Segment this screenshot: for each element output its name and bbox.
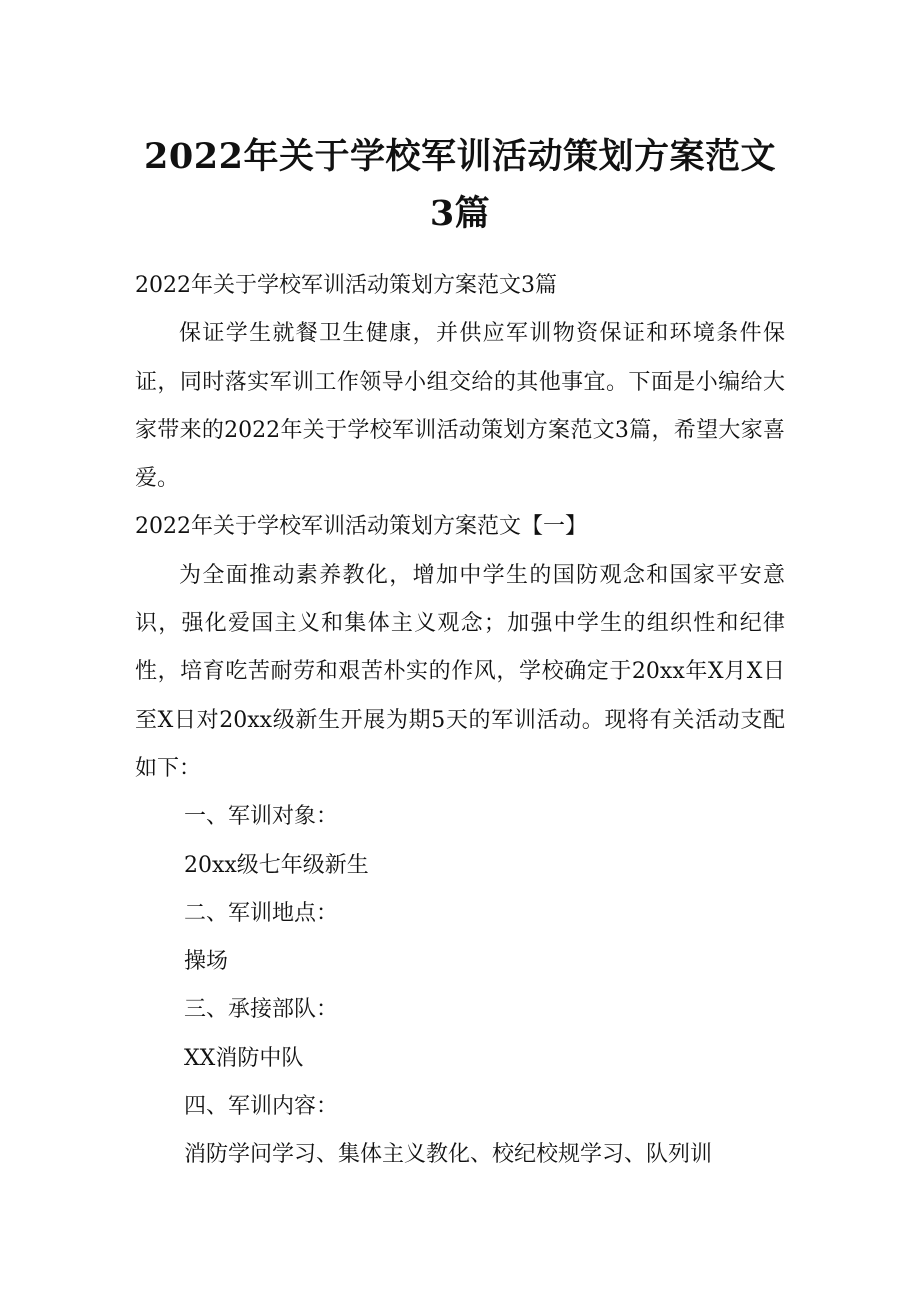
item-heading-content: 四、军训内容： [184, 1094, 339, 1120]
intro-paragraph: 保证学生就餐卫生健康，并供应军训物资保证和环境条件保证，同时落实军训工作领导小组交给的其他事宜。下面是小编给大家带来的2022年关于学校军训活动策划方案范文3篇，希望大家喜爱。 [135, 321, 785, 492]
document-title: 2022年关于学校军训活动策划方案范文3篇 [144, 136, 776, 234]
item-value-location: 操场 [184, 949, 229, 975]
item-value-content: 消防学问学习、集体主义教化、校纪校规学习、队列训 [184, 1142, 713, 1168]
item-heading-location: 二、军训地点： [184, 900, 339, 926]
subtitle-paragraph: 2022年关于学校军训活动策划方案范文3篇 [135, 273, 557, 298]
section-heading: 2022年关于学校军训活动策划方案范文【一】 [135, 514, 587, 540]
item-heading-target: 一、军训对象： [184, 804, 339, 830]
item-value-unit: XX消防中队 [184, 1045, 304, 1071]
item-heading-unit: 三、承接部队： [184, 997, 339, 1023]
purpose-paragraph: 为全面推动素养教化，增加中学生的国防观念和国家平安意识，强化爱国主义和集体主义观念；加强中学生的组织性和纪律性，培育吃苦耐劳和艰苦朴实的作风，学校确定于20xx年X月X日至X日对20xx级新生开展为期5天的军训活动。现将有关活动支配如下： [135, 562, 785, 781]
document-body [135, 262, 785, 1180]
item-value-target: 20xx级七年级新生 [184, 852, 369, 878]
